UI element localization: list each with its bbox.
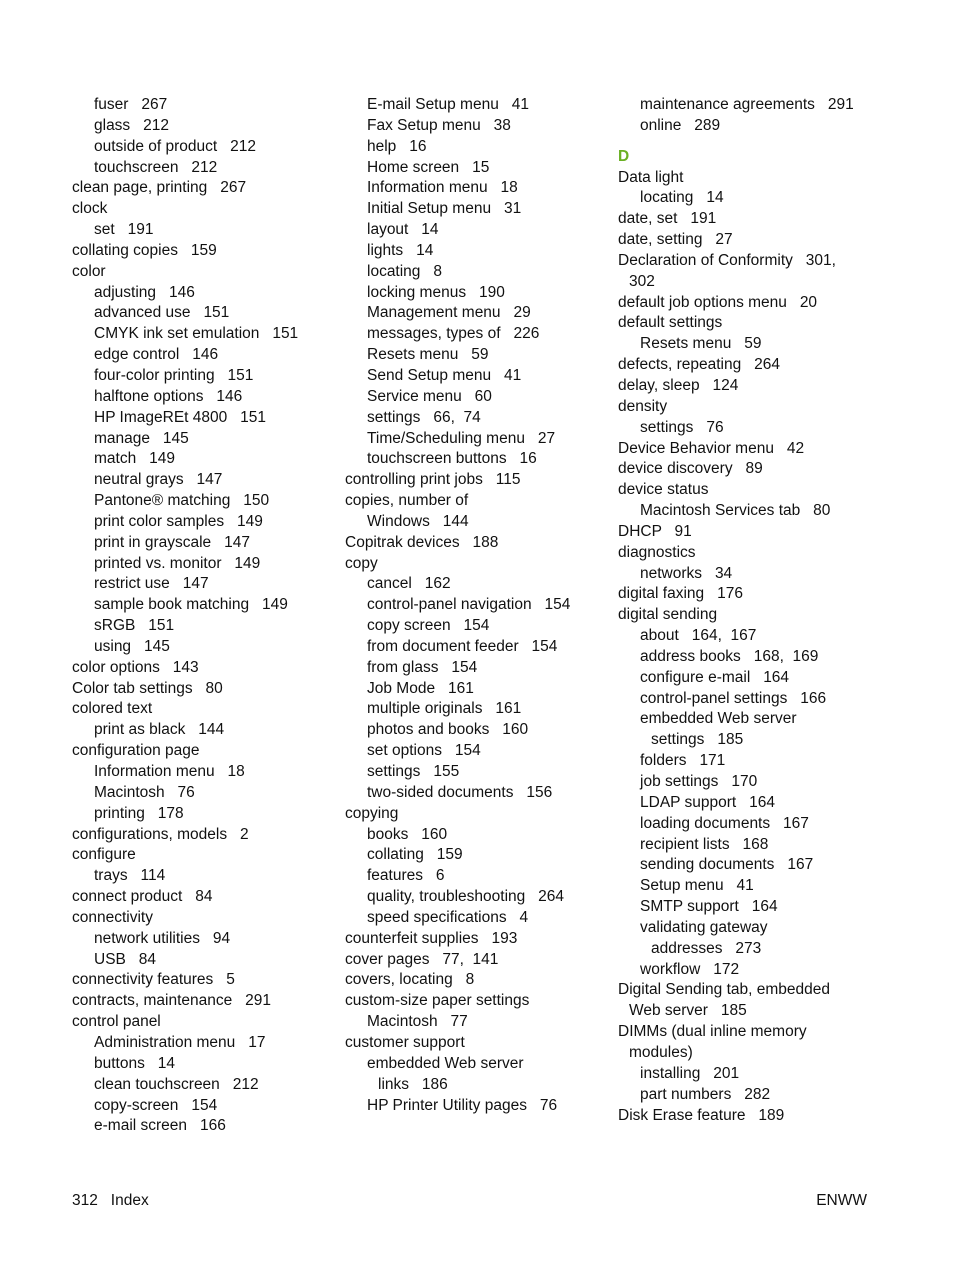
index-subentry: copy-screen 154 (94, 1096, 218, 1114)
footer-doc-code: ENWW (816, 1192, 867, 1209)
index-subentry: recipient lists 168 (640, 835, 769, 853)
index-entry: controlling print jobs 115 (345, 471, 521, 489)
index-subentry: modules) (629, 1043, 693, 1061)
index-subentry: glass 212 (94, 116, 169, 134)
index-subentry: touchscreen 212 (94, 158, 218, 176)
index-entry: colored text (72, 700, 153, 718)
index-subentry: maintenance agreements 291 (640, 96, 854, 113)
index-subentry: part numbers 282 (640, 1085, 771, 1103)
index-subentry: printing 178 (94, 804, 184, 822)
index-subentry: four-color printing 151 (94, 366, 254, 384)
index-subentry: 302 (629, 272, 655, 290)
index-entry: control panel (72, 1013, 161, 1031)
index-entry: connectivity (72, 908, 153, 926)
index-entry: configure (72, 846, 136, 864)
index-entry: Disk Erase feature 189 (618, 1106, 785, 1124)
index-column-3 (618, 95, 918, 1126)
index-entry: covers, locating 8 (345, 971, 475, 989)
index-subentry: printed vs. monitor 149 (94, 554, 261, 572)
index-subentry: print as black 144 (94, 721, 225, 739)
index-subentry: Web server 185 (629, 1002, 747, 1020)
index-entry: configurations, models 2 (72, 825, 249, 843)
index-subentry: Initial Setup menu 31 (367, 200, 522, 218)
index-subentry: online 289 (640, 116, 721, 134)
index-subentry: photos and books 160 (367, 721, 529, 739)
index-subentry: copy screen 154 (367, 617, 490, 635)
index-entry: Declaration of Conformity 301, (618, 251, 836, 269)
index-entry: device discovery 89 (618, 460, 763, 478)
index-subentry: print color samples 149 (94, 512, 263, 530)
index-subentry: addresses 273 (651, 939, 762, 957)
index-subentry: books 160 (367, 825, 448, 843)
index-subentry: address books 168, 169 (640, 647, 819, 665)
index-subentry: touchscreen buttons 16 (367, 450, 537, 468)
index-subentry: set options 154 (367, 742, 481, 760)
index-entry: DHCP 91 (618, 522, 692, 540)
index-column-2 (345, 95, 607, 1116)
index-subentry: configure e-mail 164 (640, 668, 790, 686)
index-subentry: about 164, 167 (640, 627, 757, 645)
index-subentry: Job Mode 161 (367, 679, 474, 697)
index-subentry: Pantone® matching 150 (94, 492, 270, 510)
index-entry: digital sending (618, 606, 718, 624)
index-subentry: trays 114 (94, 867, 166, 885)
index-entry: contracts, maintenance 291 (72, 992, 272, 1010)
index-entry: connect product 84 (72, 888, 213, 906)
index-subentry: embedded Web server (640, 710, 797, 728)
index-subentry: LDAP support 164 (640, 793, 775, 811)
index-subentry: Resets menu 59 (640, 335, 762, 353)
index-subentry: Send Setup menu 41 (367, 366, 522, 384)
index-entry: configuration page (72, 742, 200, 760)
index-subentry: speed specifications 4 (367, 908, 529, 926)
index-entry: collating copies 159 (72, 241, 217, 259)
index-entry: customer support (345, 1033, 465, 1051)
index-subentry: locating 14 (640, 189, 724, 207)
index-subentry: Information menu 18 (94, 763, 245, 780)
index-column-1 (72, 95, 334, 1137)
index-subentry: Administration menu 17 (94, 1033, 266, 1051)
index-entry: Device Behavior menu 42 (618, 439, 805, 457)
index-entry: DIMMs (dual inline memory (618, 1023, 807, 1041)
index-subentry: control-panel settings 166 (640, 689, 827, 707)
index-entry: clean page, printing 267 (72, 179, 247, 197)
index-subentry: edge control 146 (94, 346, 219, 364)
index-subentry: links 186 (378, 1075, 448, 1093)
index-subentry: halftone options 146 (94, 387, 243, 405)
index-entry: diagnostics (618, 543, 696, 561)
index-entry: Color tab settings 80 (72, 679, 223, 697)
index-subentry: settings 66, 74 (367, 408, 481, 426)
index-entry: color options 143 (72, 658, 199, 676)
index-entry: copying (345, 804, 399, 822)
index-subentry: locking menus 190 (367, 283, 505, 301)
index-entry: delay, sleep 124 (618, 376, 739, 394)
index-entry: clock (72, 200, 108, 218)
index-subentry: Resets menu 59 (367, 346, 489, 364)
index-subentry: e-mail screen 166 (94, 1117, 226, 1135)
index-subentry: Macintosh 77 (367, 1013, 468, 1031)
index-subentry: restrict use 147 (94, 575, 209, 593)
index-subentry: clean touchscreen 212 (94, 1075, 259, 1093)
index-subentry: networks 34 (640, 564, 733, 582)
index-subentry: Windows 144 (367, 512, 469, 530)
index-entry: color (72, 262, 106, 280)
index-subentry: neutral grays 147 (94, 471, 223, 489)
index-subentry: Setup menu 41 (640, 877, 754, 895)
index-section-letter: D (618, 147, 630, 165)
index-subentry: loading documents 167 (640, 814, 809, 832)
footer-page-label: 312 Index (72, 1192, 149, 1209)
index-subentry: Management menu 29 (367, 304, 531, 322)
index-subentry: buttons 14 (94, 1054, 176, 1072)
index-subentry: lights 14 (367, 241, 434, 259)
index-subentry: manage 145 (94, 429, 189, 447)
index-subentry: from document feeder 154 (367, 637, 558, 655)
index-subentry: folders 171 (640, 752, 726, 770)
index-subentry: Time/Scheduling menu 27 (367, 429, 556, 447)
index-subentry: workflow 172 (640, 960, 740, 978)
index-subentry: settings 185 (651, 731, 744, 749)
index-subentry: set 191 (94, 221, 154, 239)
index-subentry: installing 201 (640, 1064, 740, 1082)
index-entry: Copitrak devices 188 (345, 533, 499, 551)
index-subentry: multiple originals 161 (367, 700, 522, 718)
index-subentry: print in grayscale 147 (94, 533, 250, 551)
index-entry: cover pages 77, 141 (345, 950, 499, 968)
index-subentry: sample book matching 149 (94, 596, 288, 614)
index-subentry: fuser 267 (94, 96, 168, 113)
index-subentry: Service menu 60 (367, 387, 492, 405)
index-subentry: collating 159 (367, 846, 463, 864)
index-entry: copy (345, 554, 378, 572)
index-subentry: Information menu 18 (367, 179, 518, 197)
index-subentry: Home screen 15 (367, 158, 490, 176)
index-subentry: cancel 162 (367, 575, 451, 593)
index-subentry: match 149 (94, 450, 175, 468)
index-subentry: control-panel navigation 154 (367, 596, 571, 614)
index-subentry: SMTP support 164 (640, 898, 778, 916)
index-subentry: quality, troubleshooting 264 (367, 888, 565, 906)
index-entry: default settings (618, 314, 723, 332)
index-subentry: layout 14 (367, 221, 439, 239)
index-subentry: two-sided documents 156 (367, 783, 553, 801)
index-subentry: help 16 (367, 137, 427, 155)
index-entry: digital faxing 176 (618, 585, 743, 603)
index-subentry: E-mail Setup menu 41 (367, 96, 529, 113)
index-subentry: messages, types of 226 (367, 325, 540, 343)
index-entry: copies, number of (345, 492, 469, 510)
index-subentry: outside of product 212 (94, 137, 257, 155)
index-entry: counterfeit supplies 193 (345, 929, 518, 947)
index-subentry: Fax Setup menu 38 (367, 116, 511, 134)
index-subentry: Macintosh 76 (94, 783, 195, 801)
index-subentry: sending documents 167 (640, 856, 814, 874)
index-subentry: HP Printer Utility pages 76 (367, 1096, 558, 1114)
index-entry: default job options menu 20 (618, 293, 818, 311)
index-entry: density (618, 397, 668, 415)
index-entry: Digital Sending tab, embedded (618, 981, 830, 999)
index-subentry: Macintosh Services tab 80 (640, 502, 831, 520)
index-subentry: features 6 (367, 867, 445, 885)
index-subentry: advanced use 151 (94, 304, 230, 322)
index-subentry: job settings 170 (640, 773, 758, 790)
index-subentry: sRGB 151 (94, 617, 175, 635)
index-entry: custom-size paper settings (345, 992, 530, 1010)
index-entry: date, set 191 (618, 210, 717, 228)
index-subentry: settings 76 (640, 418, 724, 436)
index-subentry: CMYK ink set emulation 151 (94, 325, 299, 343)
index-subentry: HP ImageREt 4800 151 (94, 408, 267, 426)
index-entry: defects, repeating 264 (618, 356, 781, 374)
index-entry: device status (618, 481, 709, 499)
index-entry: Data light (618, 168, 684, 186)
index-subentry: settings 155 (367, 763, 460, 780)
index-subentry: from glass 154 (367, 658, 478, 676)
index-subentry: locating 8 (367, 262, 442, 280)
index-subentry: using 145 (94, 637, 170, 655)
index-subentry: embedded Web server (367, 1054, 524, 1072)
index-entry: date, setting 27 (618, 231, 733, 249)
index-subentry: USB 84 (94, 950, 157, 968)
index-subentry: adjusting 146 (94, 283, 195, 301)
index-entry: connectivity features 5 (72, 971, 235, 989)
index-subentry: validating gateway (640, 918, 768, 936)
index-subentry: network utilities 94 (94, 929, 231, 947)
